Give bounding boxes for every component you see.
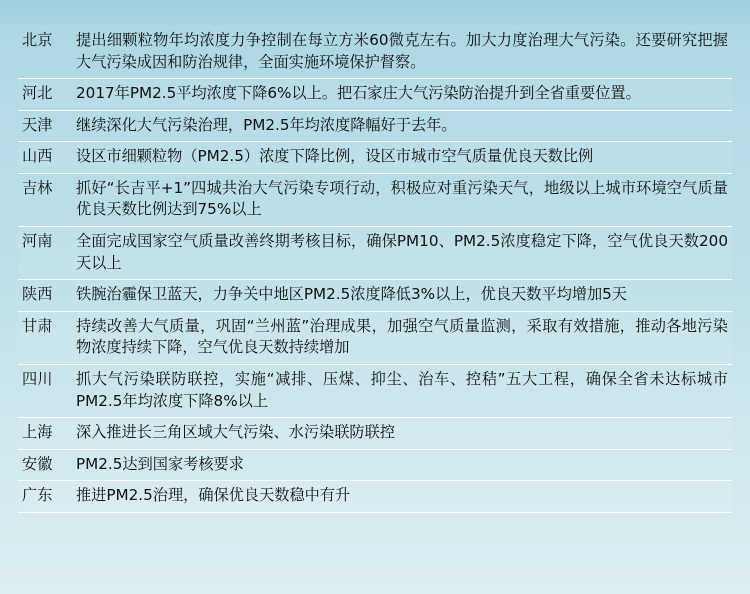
province-name: 北京 bbox=[18, 26, 72, 79]
table-row bbox=[18, 173, 732, 226]
table-row bbox=[18, 364, 732, 417]
province-measure-text: 抓大气污染联防联控，实施“减排、压煤、抑尘、治车、控秸”五大工程，确保全省未达标城市PM2.5年均浓度下降8%以上 bbox=[72, 364, 732, 417]
province-measure-text: PM2.5达到国家考核要求 bbox=[72, 449, 732, 481]
province-measure-text: 全面完成国家空气质量改善终期考核目标，确保PM10、PM2.5浓度稳定下降，空气优良天数200天以上 bbox=[72, 227, 732, 280]
province-name: 吉林 bbox=[18, 173, 72, 226]
province-measure-text: 设区市细颗粒物（PM2.5）浓度下降比例，设区市城市空气质量优良天数比例 bbox=[72, 142, 732, 174]
province-air-quality-table bbox=[18, 26, 732, 513]
table-row bbox=[18, 142, 732, 174]
province-name: 甘肃 bbox=[18, 311, 72, 364]
province-measure-text: 2017年PM2.5平均浓度下降6%以上。把石家庄大气污染防治提升到全省重要位置。 bbox=[72, 79, 732, 111]
table-row bbox=[18, 418, 732, 450]
province-measure-text: 提出细颗粒物年均浓度力争控制在每立方米60微克左右。加大力度治理大气污染。还要研究把握大气污染成因和防治规律，全面实施环境保护督察。 bbox=[72, 26, 732, 79]
province-name: 山西 bbox=[18, 142, 72, 174]
province-measure-text: 深入推进长三角区域大气污染、水污染联防联控 bbox=[72, 418, 732, 450]
province-name: 河北 bbox=[18, 79, 72, 111]
province-measure-text: 持续改善大气质量，巩固“兰州蓝”治理成果，加强空气质量监测，采取有效措施，推动各地污染物浓度持续下降，空气优良天数持续增加 bbox=[72, 311, 732, 364]
table-body bbox=[18, 26, 732, 512]
table-row bbox=[18, 110, 732, 142]
table-row bbox=[18, 227, 732, 280]
table-row bbox=[18, 449, 732, 481]
table-row bbox=[18, 26, 732, 79]
province-name: 上海 bbox=[18, 418, 72, 450]
province-measure-text: 推进PM2.5治理，确保优良天数稳中有升 bbox=[72, 481, 732, 513]
province-name: 安徽 bbox=[18, 449, 72, 481]
province-name: 广东 bbox=[18, 481, 72, 513]
province-measure-text: 抓好“长吉平+1”四城共治大气污染专项行动，积极应对重污染天气，地级以上城市环境空气质量优良天数比例达到75%以上 bbox=[72, 173, 732, 226]
province-measure-text: 铁腕治霾保卫蓝天，力争关中地区PM2.5浓度降低3%以上，优良天数平均增加5天 bbox=[72, 280, 732, 312]
table-row bbox=[18, 79, 732, 111]
province-name: 四川 bbox=[18, 364, 72, 417]
province-name: 河南 bbox=[18, 227, 72, 280]
province-name: 天津 bbox=[18, 110, 72, 142]
province-name: 陕西 bbox=[18, 280, 72, 312]
province-measure-text: 继续深化大气污染治理，PM2.5年均浓度降幅好于去年。 bbox=[72, 110, 732, 142]
table-row bbox=[18, 481, 732, 513]
table-row bbox=[18, 280, 732, 312]
table-row bbox=[18, 311, 732, 364]
